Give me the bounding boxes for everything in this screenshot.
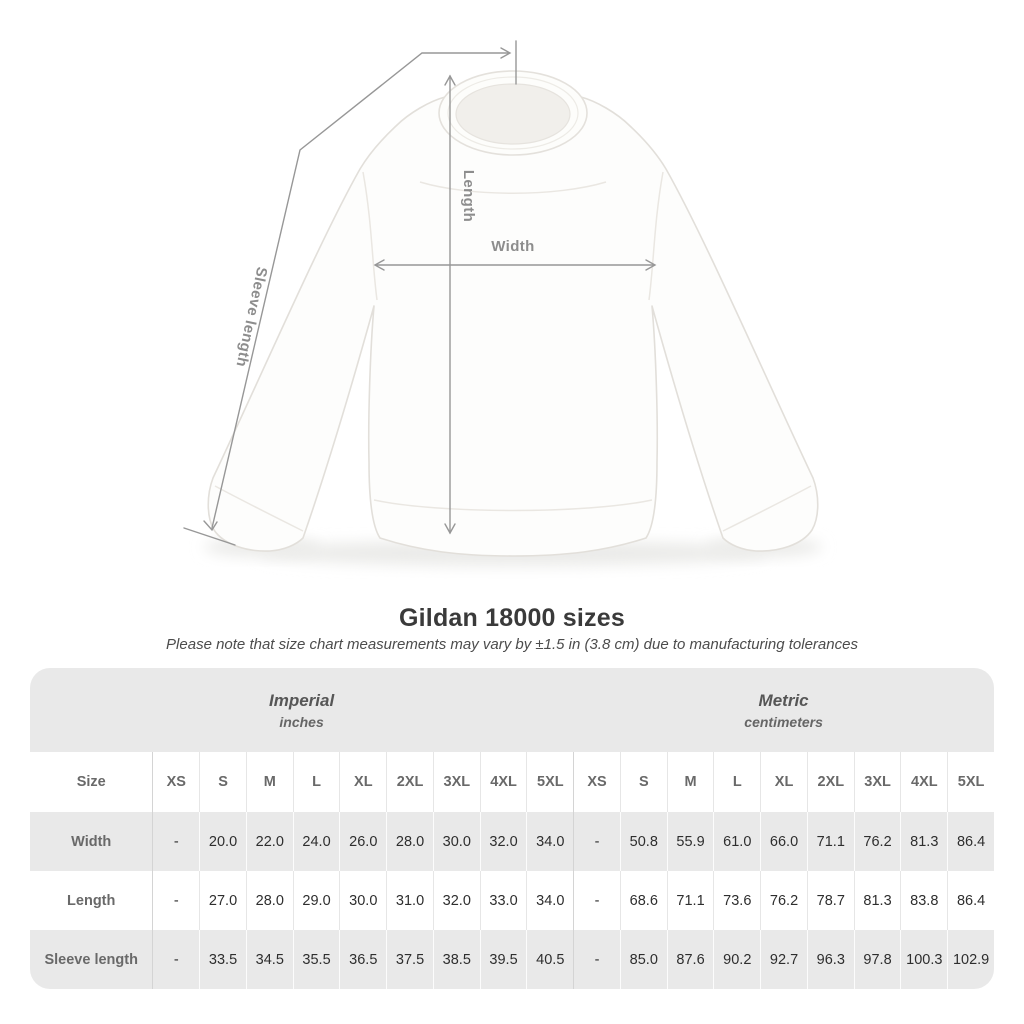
- size-header-metric-5xl: 5XL: [947, 752, 994, 812]
- size-header-imperial-l: L: [293, 752, 340, 812]
- width-metric-l: 61.0: [713, 812, 760, 871]
- sweatshirt-body: [208, 90, 818, 556]
- size-chart-card: [30, 668, 994, 989]
- width-imperial-m: 22.0: [246, 812, 293, 871]
- imperial-section-label: Imperial: [268, 690, 335, 710]
- size-header-metric-4xl: 4XL: [900, 752, 947, 812]
- width-metric-xs: -: [573, 812, 620, 871]
- tolerance-note: Please note that size chart measurements may vary by ±1.5 in (3.8 cm) due to manufacturing tolerances: [166, 636, 858, 653]
- width-measure-label: Width: [491, 238, 535, 255]
- width-metric-5xl: 86.4: [947, 812, 994, 871]
- sweatshirt-illustration: [208, 71, 818, 556]
- size-header-imperial-4xl: 4XL: [480, 752, 527, 812]
- sleeve-length-metric-3xl: 97.8: [854, 930, 901, 989]
- sleeve-length-measure-label: Sleeve length: [232, 265, 271, 369]
- width-imperial-xl: 26.0: [339, 812, 386, 871]
- length-imperial-3xl: 32.0: [433, 871, 480, 930]
- size-header-metric-l: L: [713, 752, 760, 812]
- size-header-imperial-xl: XL: [339, 752, 386, 812]
- sleeve-length-metric-2xl: 96.3: [807, 930, 854, 989]
- width-metric-3xl: 76.2: [854, 812, 901, 871]
- width-imperial-4xl: 32.0: [480, 812, 527, 871]
- width-metric-2xl: 71.1: [807, 812, 854, 871]
- size-header-imperial-m: M: [246, 752, 293, 812]
- sleeve-length-metric-5xl: 102.9: [947, 930, 994, 989]
- metric-section-label: Metric: [758, 690, 809, 710]
- sleeve-length-metric-xl: 92.7: [760, 930, 807, 989]
- sleeve-length-imperial-s: 33.5: [199, 930, 246, 989]
- width-metric-s: 50.8: [620, 812, 667, 871]
- row-sleeve-length: [30, 930, 994, 989]
- length-metric-xl: 76.2: [760, 871, 807, 930]
- size-header-imperial-3xl: 3XL: [433, 752, 480, 812]
- imperial-section-header: [30, 668, 573, 752]
- length-metric-m: 71.1: [667, 871, 714, 930]
- metric-section-header: [573, 668, 994, 752]
- length-imperial-5xl: 34.0: [526, 871, 573, 930]
- row-label-length: Length: [30, 871, 152, 930]
- width-metric-xl: 66.0: [760, 812, 807, 871]
- length-imperial-s: 27.0: [199, 871, 246, 930]
- width-imperial-l: 24.0: [293, 812, 340, 871]
- sleeve-length-metric-xs: -: [573, 930, 620, 989]
- size-header-metric-xl: XL: [760, 752, 807, 812]
- length-imperial-xs: -: [152, 871, 199, 930]
- width-imperial-5xl: 34.0: [526, 812, 573, 871]
- size-header-metric-m: M: [667, 752, 714, 812]
- unit-section-row: [30, 668, 994, 752]
- imperial-unit-label: inches: [279, 714, 324, 731]
- length-measure-label: Length: [460, 169, 477, 223]
- length-imperial-m: 28.0: [246, 871, 293, 930]
- sleeve-length-imperial-xs: -: [152, 930, 199, 989]
- width-imperial-s: 20.0: [199, 812, 246, 871]
- size-header-metric-s: S: [620, 752, 667, 812]
- length-metric-l: 73.6: [713, 871, 760, 930]
- length-metric-s: 68.6: [620, 871, 667, 930]
- size-header-metric-xs: XS: [573, 752, 620, 812]
- page-title: Gildan 18000 sizes: [399, 604, 625, 632]
- metric-unit-label: centimeters: [744, 714, 823, 731]
- sleeve-length-imperial-l: 35.5: [293, 930, 340, 989]
- sleeve-length-imperial-5xl: 40.5: [526, 930, 573, 989]
- row-label-width: Width: [30, 812, 152, 871]
- sleeve-length-imperial-2xl: 37.5: [386, 930, 433, 989]
- sleeve-length-imperial-xl: 36.5: [339, 930, 386, 989]
- size-header-imperial-s: S: [199, 752, 246, 812]
- size-header-metric-3xl: 3XL: [854, 752, 901, 812]
- row-width: [30, 812, 994, 871]
- sleeve-length-imperial-4xl: 39.5: [480, 930, 527, 989]
- width-imperial-xs: -: [152, 812, 199, 871]
- sleeve-length-metric-l: 90.2: [713, 930, 760, 989]
- sleeve-length-imperial-m: 34.5: [246, 930, 293, 989]
- width-imperial-2xl: 28.0: [386, 812, 433, 871]
- width-metric-m: 55.9: [667, 812, 714, 871]
- sleeve-length-metric-4xl: 100.3: [900, 930, 947, 989]
- length-metric-3xl: 81.3: [854, 871, 901, 930]
- size-header-imperial-5xl: 5XL: [526, 752, 573, 812]
- width-metric-4xl: 81.3: [900, 812, 947, 871]
- length-metric-xs: -: [573, 871, 620, 930]
- size-header-metric-2xl: 2XL: [807, 752, 854, 812]
- size-col-header: Size: [30, 752, 152, 812]
- sleeve-length-metric-s: 85.0: [620, 930, 667, 989]
- sleeve-length-metric-m: 87.6: [667, 930, 714, 989]
- length-imperial-l: 29.0: [293, 871, 340, 930]
- length-metric-5xl: 86.4: [947, 871, 994, 930]
- length-imperial-4xl: 33.0: [480, 871, 527, 930]
- collar-opening: [456, 84, 570, 144]
- sleeve-length-imperial-3xl: 38.5: [433, 930, 480, 989]
- size-header-imperial-2xl: 2XL: [386, 752, 433, 812]
- length-metric-2xl: 78.7: [807, 871, 854, 930]
- row-label-sleeve-length: Sleeve length: [30, 930, 152, 989]
- width-imperial-3xl: 30.0: [433, 812, 480, 871]
- length-imperial-2xl: 31.0: [386, 871, 433, 930]
- length-metric-4xl: 83.8: [900, 871, 947, 930]
- size-header-row: [30, 752, 994, 812]
- row-length: [30, 871, 994, 930]
- length-imperial-xl: 30.0: [339, 871, 386, 930]
- size-chart-table: [30, 668, 994, 989]
- size-header-imperial-xs: XS: [152, 752, 199, 812]
